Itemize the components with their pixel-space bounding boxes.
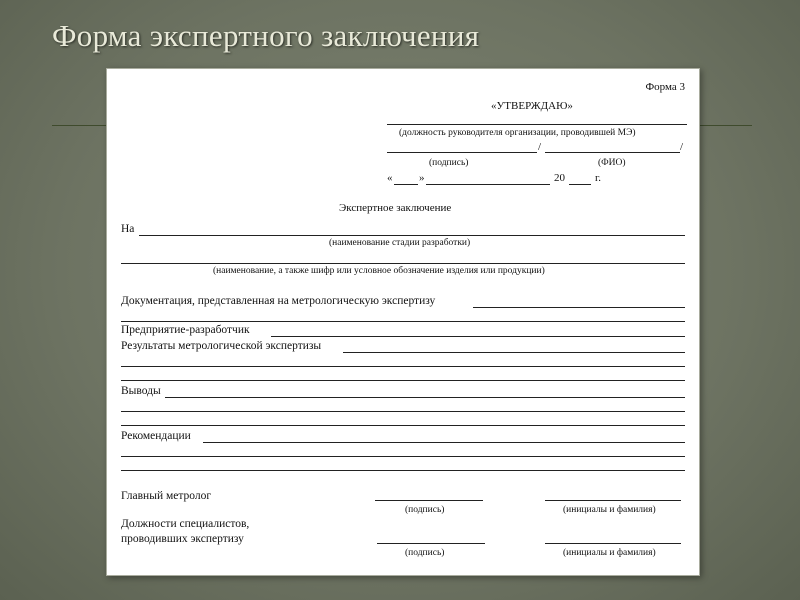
expert-conclusion-form [106, 68, 700, 576]
signature-end: / [680, 141, 684, 153]
documentation-label: Документация, представленная на метрологическую экспертизу [121, 295, 436, 307]
specialists-name-caption: (инициалы и фамилия) [563, 548, 656, 558]
results-label: Результаты метрологической экспертизы [121, 340, 322, 352]
date-open-quote: « [387, 172, 393, 184]
chief-metrologist-label: Главный метролог [121, 490, 212, 502]
head-position-caption: (должность руководителя организации, проводившей МЭ) [399, 128, 636, 138]
chief-name-line [545, 500, 681, 501]
chief-name-caption: (инициалы и фамилия) [563, 505, 656, 515]
date-close-quote: » [419, 172, 425, 184]
form-heading: Экспертное заключение [339, 202, 452, 214]
date-suffix: г. [595, 172, 602, 184]
recommendations-line-3 [121, 470, 685, 471]
product-caption: (наименование, а также шифр или условное обозначение изделия или продукции) [213, 266, 545, 276]
recommendations-label: Рекомендации [121, 430, 191, 442]
documentation-line-2 [121, 321, 685, 322]
specialists-label-line2: проводивших экспертизу [121, 533, 244, 545]
specialists-signature-line [377, 543, 485, 544]
specialists-name-line [545, 543, 681, 544]
conclusions-line-1 [165, 397, 685, 398]
stage-caption: (наименование стадии разработки) [329, 238, 471, 248]
documentation-line-1 [473, 307, 685, 308]
chief-signature-caption: (подпись) [405, 505, 445, 515]
date-month-line [426, 184, 550, 185]
slide-title: Форма экспертного заключения [52, 18, 480, 53]
date-day-line [394, 184, 418, 185]
form-number: Форма 3 [645, 81, 685, 93]
na-label: На [121, 223, 135, 235]
head-position-line [387, 124, 687, 125]
results-line-2 [121, 366, 685, 367]
recommendations-line-2 [121, 456, 685, 457]
title-divider-left [52, 125, 108, 126]
results-line-1 [343, 352, 685, 353]
results-line-3 [121, 380, 685, 381]
conclusions-label: Выводы [121, 385, 161, 397]
signature-caption: (подпись) [429, 158, 469, 168]
developer-line [271, 336, 685, 337]
signature-separator: / [538, 141, 542, 153]
specialists-label-line1: Должности специалистов, [121, 518, 250, 530]
signature-line [387, 152, 537, 153]
chief-signature-line [375, 500, 483, 501]
recommendations-line-1 [203, 442, 685, 443]
date-year-line [569, 184, 591, 185]
conclusions-line-3 [121, 425, 685, 426]
fio-line [545, 152, 680, 153]
developer-label: Предприятие-разработчик [121, 324, 250, 336]
specialists-signature-caption: (подпись) [405, 548, 445, 558]
approve-heading: «УТВЕРЖДАЮ» [491, 100, 573, 112]
stage-line [139, 235, 685, 236]
date-year: 20 [554, 172, 565, 184]
title-divider-right [700, 125, 752, 126]
product-line [121, 263, 685, 264]
conclusions-line-2 [121, 411, 685, 412]
fio-caption: (ФИО) [598, 158, 626, 168]
